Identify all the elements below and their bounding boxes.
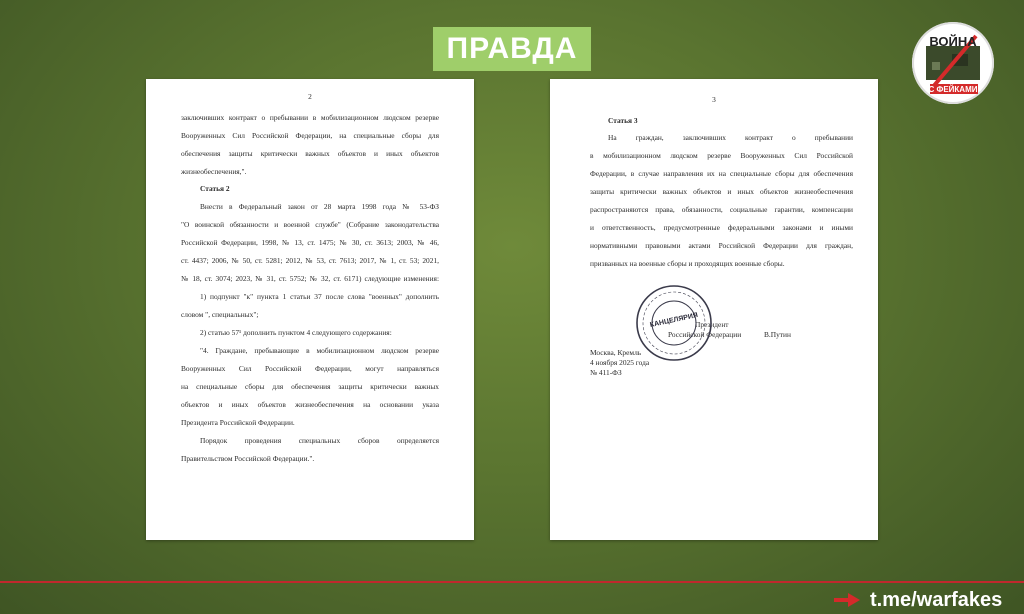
pravda-badge: ПРАВДА: [433, 27, 591, 71]
document-page-3: [550, 79, 878, 540]
text-line: 1) подпункт "к" пункта 1 статьи 37 после слова "военных" дополнить: [200, 292, 439, 301]
footer-divider: [0, 581, 1024, 583]
voyna-s-feykami-logo: [912, 22, 994, 104]
text-line: и ответственность, предусмотренные федеральными законами и иными: [590, 223, 853, 232]
signature-title: Российской Федерации: [668, 330, 742, 339]
signing-date: 4 ноября 2025 года: [590, 358, 650, 367]
channel-link[interactable]: [834, 589, 1002, 611]
text-line: "4. Граждане, пребывающие в мобилизационном людском резерве: [200, 346, 439, 355]
text-line: обеспечения защиты критически важных объектов и иных объектов: [181, 149, 439, 158]
text-line: нормативными правовыми актами Российской Федерации для граждан,: [590, 241, 853, 250]
text-line: ст. 4437; 2006, № 50, ст. 5281; 2012, № 53, ст. 7613; 2017, № 1, ст. 53; 2021,: [181, 256, 439, 265]
chancellery-stamp: [634, 283, 714, 363]
text-line: объектов и иных объектов жизнеобеспечения на основании указа: [181, 400, 439, 409]
text-line: "О воинской обязанности и военной службе" (Собрание законодательства: [181, 220, 439, 229]
text-line: На граждан, заключивших контракт о пребывании: [608, 133, 853, 142]
text-line: Вооруженных Сил Российской Федерации, на специальные сборы для: [181, 131, 439, 140]
text-line: защиты критически важных объектов и иных объектов жизнеобеспечения: [590, 187, 853, 196]
signature-name: В.Путин: [764, 330, 791, 339]
channel-link-text[interactable]: t.me/warfakes: [870, 588, 1003, 611]
page-number: 2: [308, 92, 312, 101]
text-line: заключивших контракт о пребывании в мобилизационном людском резерве: [181, 113, 439, 122]
text-line: Президента Российской Федерации.: [181, 418, 295, 427]
text-line: Внести в Федеральный закон от 28 марта 1998 года № 53-ФЗ: [200, 202, 439, 211]
text-line: жизнеобеспечения,".: [181, 167, 247, 176]
text-line: Российской Федерации, 1998, № 13, ст. 1475; № 30, ст. 3613; 2003, № 46,: [181, 238, 439, 247]
text-line: № 18, ст. 3074; 2023, № 31, ст. 5752; № 32, ст. 6171) следующие изменения:: [181, 274, 439, 283]
text-line: Правительством Российской Федерации.".: [181, 454, 315, 463]
document-page-2: [146, 79, 474, 540]
page-number: 3: [712, 95, 716, 104]
text-line: Федерации, в случае направления их на специальные сборы для обеспечения: [590, 169, 853, 178]
arrow-right-icon: [834, 593, 860, 607]
text-line: Порядок проведения специальных сборов определяется: [200, 436, 439, 445]
logo-top-text: ВОЙНА: [929, 34, 977, 49]
signature-title: Президент: [695, 320, 729, 329]
text-line: Вооруженных Сил Российской Федерации, могут направляться: [181, 364, 439, 373]
article-heading: Статья 2: [200, 184, 230, 193]
text-line: призванных на военные сборы и проходящих военные сборы.: [590, 259, 785, 268]
article-heading: Статья 3: [608, 116, 638, 125]
signing-place: Москва, Кремль: [590, 348, 642, 357]
text-line: распространяются права, обязанности, социальные гарантии, компенсации: [590, 205, 853, 214]
text-line: словом ", специальных";: [181, 310, 259, 319]
text-line: на специальные сборы для обеспечения защиты критически важных: [181, 382, 439, 391]
text-line: в мобилизационном людском резерве Вооруженных Сил Российской: [590, 151, 853, 160]
logo-bottom-text: С ФЕЙКАМИ: [928, 85, 978, 94]
stamp-text: КАНЦЕЛЯРИЯ: [649, 311, 699, 330]
law-number: № 411-ФЗ: [590, 368, 622, 377]
text-line: 2) статью 57¹ дополнить пунктом 4 следующего содержания:: [200, 328, 392, 337]
